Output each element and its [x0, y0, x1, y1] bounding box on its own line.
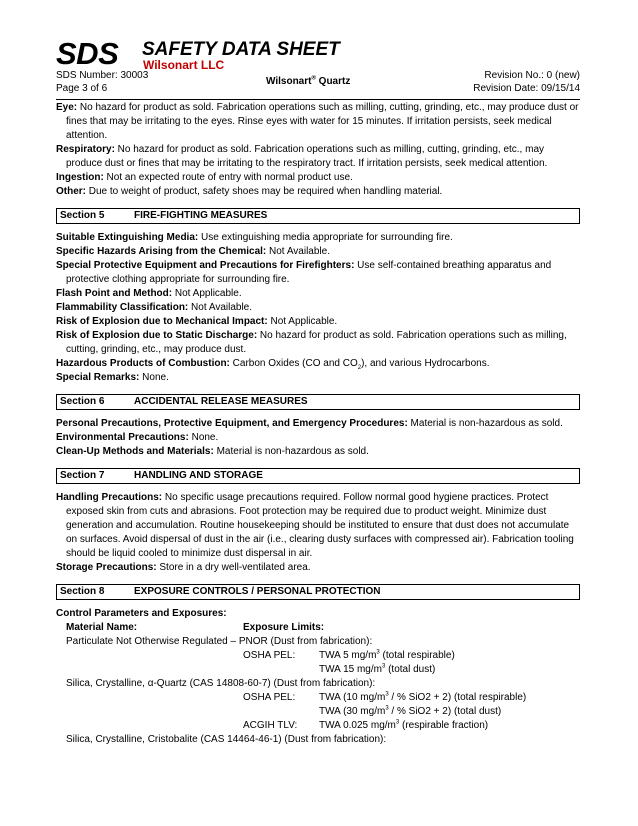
quartz-limit-respirable: TWA (10 $mg/m^3$ / % SiO2 + 2) (total respirable) [319, 691, 527, 703]
quartz-acgih-limit: TWA 0.025 $mg/m^3$ (respirable fraction) [319, 719, 489, 731]
document-meta [56, 68, 580, 100]
control-parameters-heading: Control Parameters and Exposures: [56, 608, 227, 619]
material-name-label: Material Name: [66, 622, 138, 633]
section-5-content [56, 231, 580, 385]
section-6-header: Section 6 ACCIDENTAL RELEASE MEASURES [56, 394, 580, 410]
explosion-mechanical: Risk of Explosion due to Mechanical Impact: Not Applicable. [56, 316, 338, 327]
first-aid-ingestion: Ingestion: Not an expected route of entry with normal product use. [56, 172, 353, 183]
explosion-static: Risk of Explosion due to Static Discharge: No hazard for product as sold. Fabrication operations such as milling, cutting, grinding, etc., may produce dust. [56, 330, 567, 355]
flammability: Flammability Classification: Not Available. [56, 302, 253, 313]
section-8-header: Section 8 EXPOSURE CONTROLS / PERSONAL PROTECTION [56, 584, 580, 600]
sds-number: SDS Number: 30003 [56, 70, 149, 81]
environmental-precautions: Environmental Precautions: None. [56, 432, 219, 443]
first-aid-eye: Eye: No hazard for product as sold. Fabrication operations such as milling, cutting, grinding, etc., may produce dust or fines that may be irritating to the eyes. Rinse eyes with water for 15 minutes. If irritation persists, seek medical attention. [56, 102, 579, 141]
pnor-limit-total: TWA 15 $mg/m^3$ (total dust) [319, 663, 436, 675]
combustion-products: Hazardous Products of Combustion: Carbon Oxides (CO and $CO_2$), and various Hydrocarbons. [56, 358, 490, 371]
sds-logo: SDS [56, 36, 119, 71]
document-title: SAFETY DATA SHEET [142, 39, 340, 60]
company-name: Wilsonart LLC [143, 58, 225, 72]
storage-precautions: Storage Precautions: Store in a dry well-ventilated area. [56, 562, 311, 573]
extinguishing-media: Suitable Extinguishing Media: Use extinguishing media appropriate for surrounding fire. [56, 232, 453, 243]
cleanup-methods: Clean-Up Methods and Materials: Material is non-hazardous as sold. [56, 446, 369, 457]
pnor-material: Particulate Not Otherwise Regulated – PNOR (Dust from fabrication): [66, 636, 373, 647]
flash-point: Flash Point and Method: Not Applicable. [56, 288, 242, 299]
handling-precautions: Handling Precautions: No specific usage precautions required. Follow normal good hygiene practices. Protect exposed skin from cuts and abrasions. Foot protection may be required due to product weight. Minimize dust generation and accumulation. Routine housekeeping should be instituted to ensure that dust does not accumulate on surfaces. Avoid dispersal of dust in the air (i.e., clearing dusty surfaces with compressed air). Fabrication tooling should be liquid cooled to minimize dust dispersal in air. [56, 492, 574, 559]
revision-date: Revision Date: 09/15/14 [473, 83, 580, 94]
cristobalite-material: Silica, Crystalline, Cristobalite (CAS 14464-46-1) (Dust from fabrication): [66, 734, 387, 745]
product-name: Wilsonart® Quartz [266, 75, 351, 87]
section-5-header: Section 5 FIRE-FIGHTING MEASURES [56, 208, 580, 224]
quartz-limit-total: TWA (30 $mg/m^3$ / % SiO2 + 2) (total dust) [319, 705, 502, 717]
first-aid-block [56, 101, 580, 199]
quartz-material: Silica, Crystalline, α-Quartz (CAS 14808-60-7) (Dust from fabrication): [66, 678, 376, 689]
quartz-osha-label: OSHA PEL: [243, 692, 296, 703]
section-6-content [56, 417, 580, 459]
section-7-content [56, 491, 580, 575]
personal-precautions: Personal Precautions, Protective Equipment, and Emergency Procedures: Material is non-hazardous as sold. [56, 418, 563, 429]
quartz-acgih-label: ACGIH TLV: [243, 720, 298, 731]
pnor-osha-label: OSHA PEL: [243, 650, 296, 661]
first-aid-other: Other: Due to weight of product, safety shoes may be required when handling material. [56, 186, 443, 197]
document-header [56, 0, 580, 72]
page-number: Page 3 of 6 [56, 83, 108, 94]
first-aid-respiratory: Respiratory: No hazard for product as sold. Fabrication operations such as milling, cutting, grinding, etc., may produce dust or fines that may be irritating to the respiratory tract. If irritation persists, seek medical attention. [56, 144, 548, 169]
section-7-header: Section 7 HANDLING AND STORAGE [56, 468, 580, 484]
exposure-controls [56, 607, 580, 745]
exposure-limits-label: Exposure Limits: [243, 622, 325, 633]
document-body [56, 101, 580, 745]
revision-number: Revision No.: 0 (new) [484, 70, 580, 81]
pnor-limit-respirable: TWA 5 $mg/m^3$ (total respirable) [319, 649, 455, 661]
firefighter-equipment: Special Protective Equipment and Precautions for Firefighters: Use self-contained breathing apparatus and protective clothing appropriate for surrounding fire. [56, 260, 552, 285]
specific-hazards: Specific Hazards Arising from the Chemical: Not Available. [56, 246, 330, 257]
special-remarks: Special Remarks: None. [56, 372, 169, 383]
